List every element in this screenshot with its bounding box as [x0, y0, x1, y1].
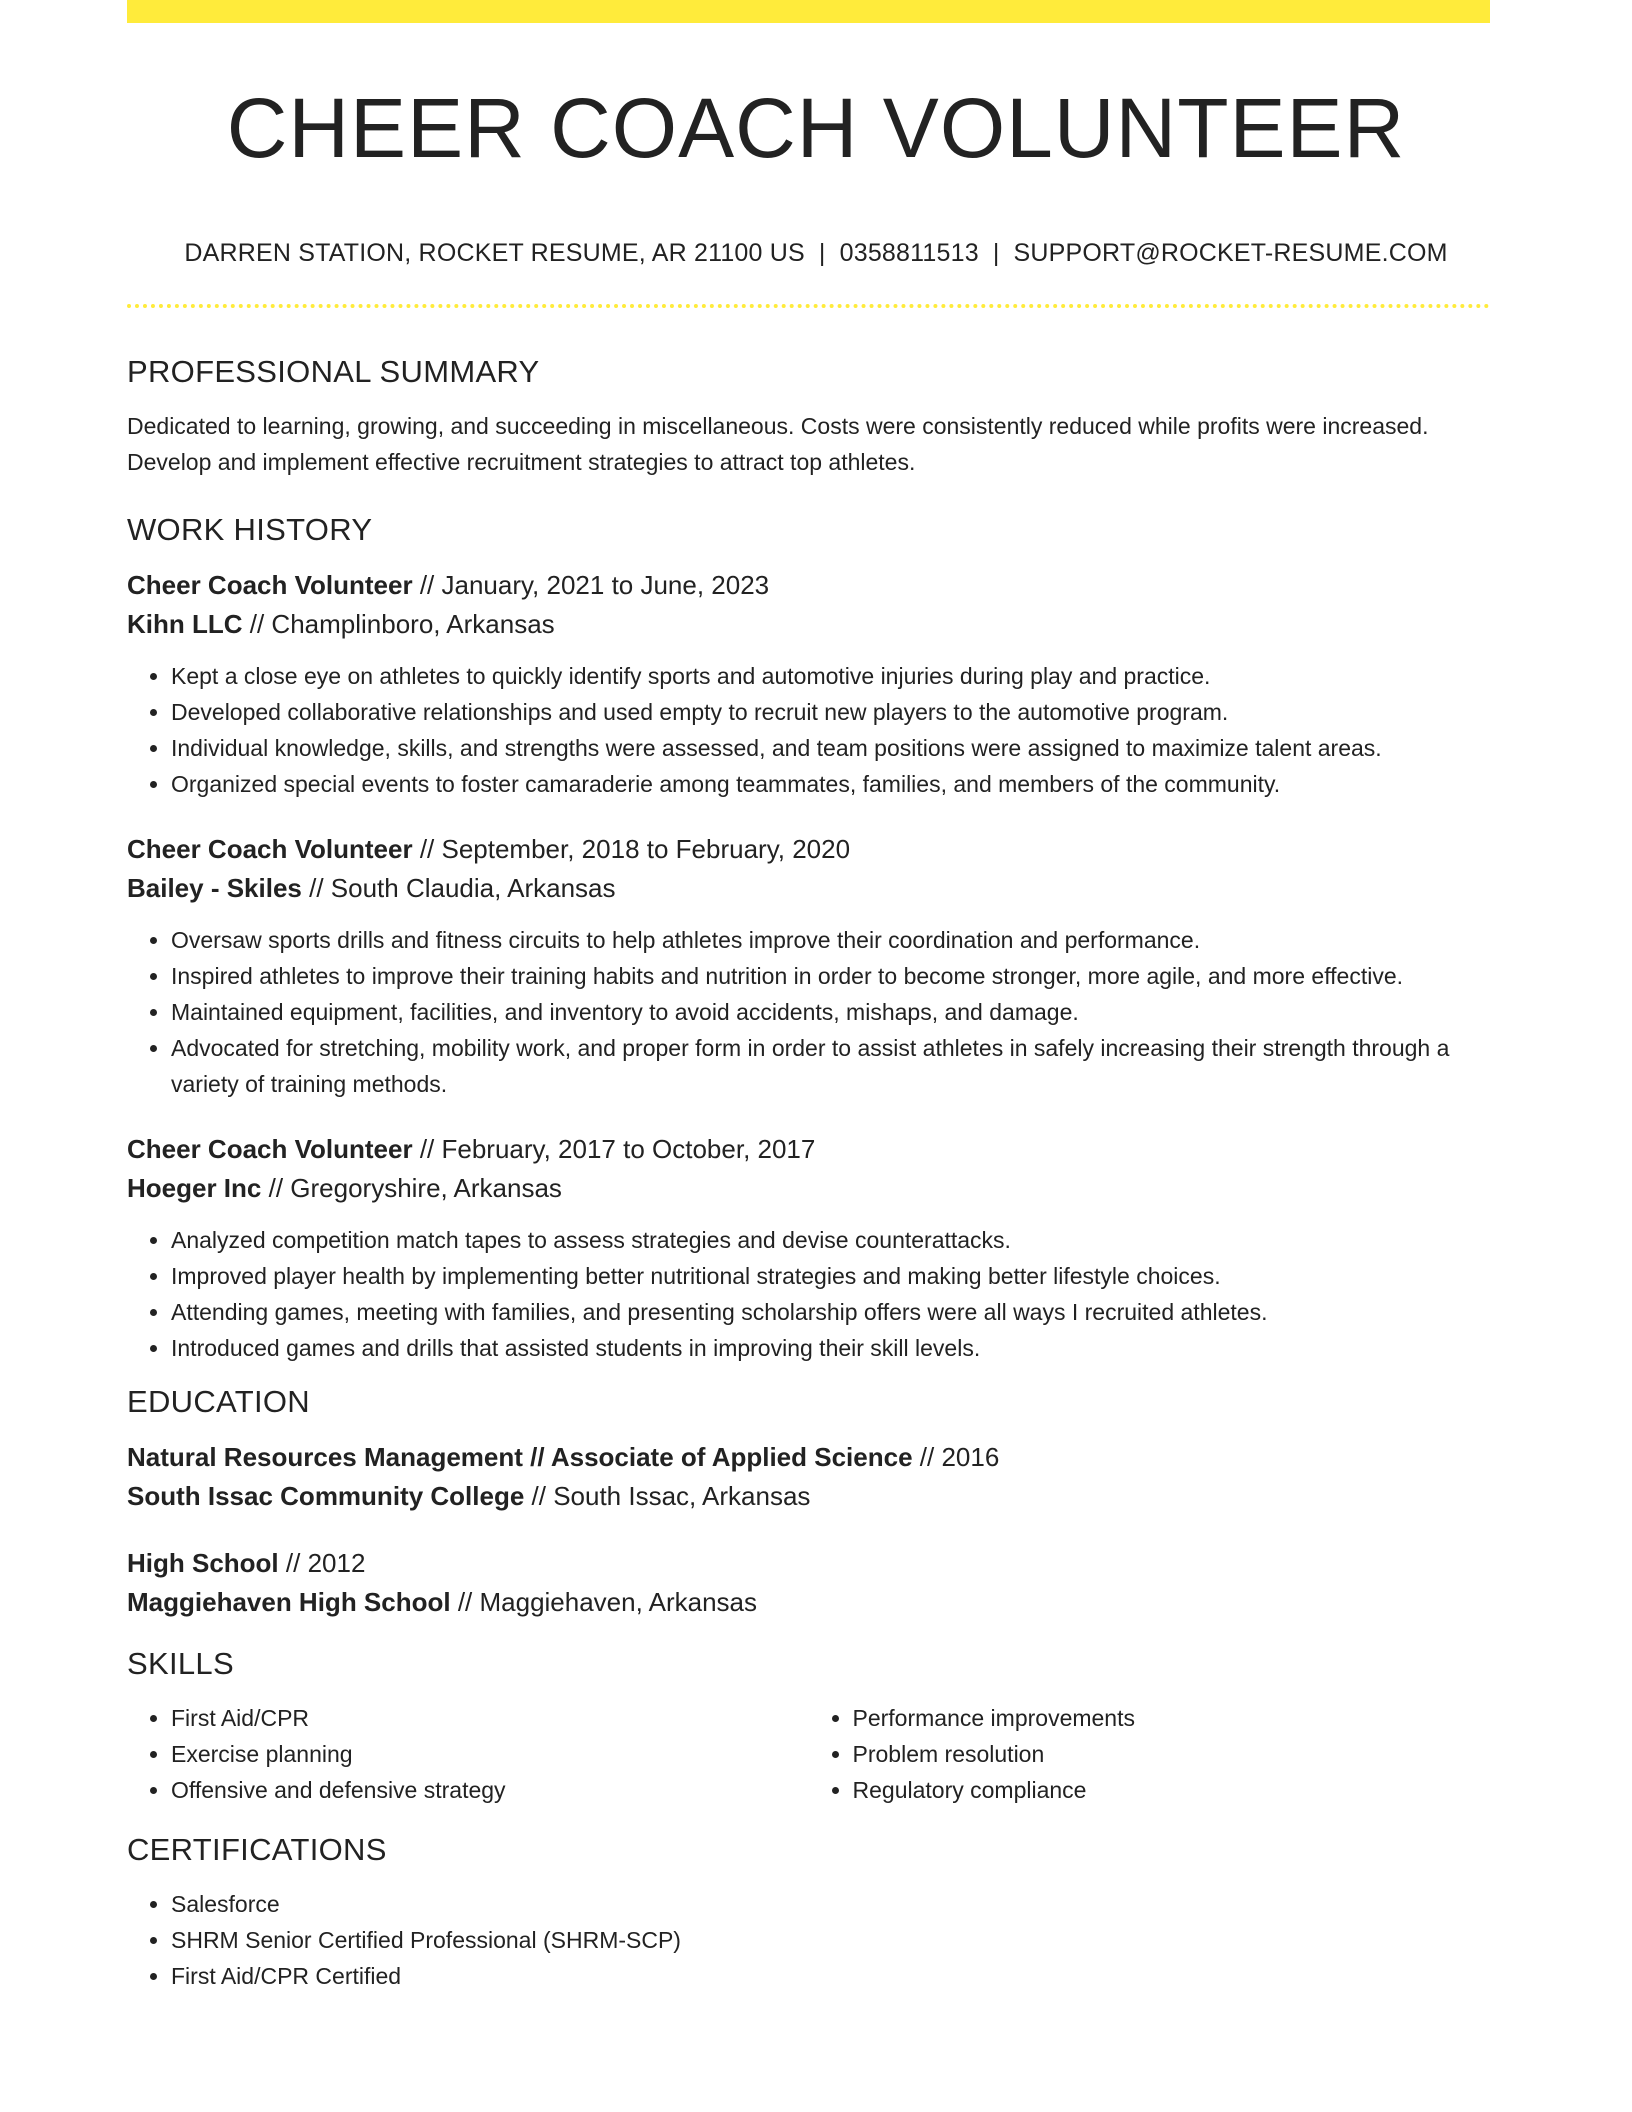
- job-role: Cheer Coach Volunteer: [127, 1134, 413, 1164]
- skill-item: • Exercise planning: [171, 1736, 809, 1772]
- school-line: [127, 1583, 1490, 1622]
- job-title-line: [127, 830, 1490, 869]
- contact-line: [0, 236, 1632, 270]
- job-role: Cheer Coach Volunteer: [127, 570, 413, 600]
- job-dates: // January, 2021 to June, 2023: [412, 570, 770, 600]
- job-bullets: [127, 922, 1490, 1102]
- skills-list-right: [809, 1700, 1491, 1808]
- job-location: // South Claudia, Arkansas: [301, 873, 616, 903]
- section-title: WORK HISTORY: [127, 512, 373, 547]
- skill-item: • First Aid/CPR: [171, 1700, 809, 1736]
- list-item: • Individual knowledge, skills, and strengths were assessed, and team positions were assigned to maximize talent areas.: [171, 730, 1490, 766]
- list-item: • Developed collaborative relationships and used empty to recruit new players to the automotive program.: [171, 694, 1490, 730]
- education-entry: [127, 1438, 1490, 1516]
- school-line: [127, 1477, 1490, 1516]
- address: DARREN STATION, ROCKET RESUME, AR 21100 US: [184, 239, 805, 267]
- section-title: CERTIFICATIONS: [127, 1832, 387, 1867]
- list-item: • Maintained equipment, facilities, and inventory to avoid accidents, mishaps, and damage.: [171, 994, 1490, 1030]
- job-bullets: [127, 1222, 1490, 1366]
- job-company-line: [127, 1169, 1490, 1208]
- degree-line: [127, 1544, 1490, 1583]
- divider: [127, 304, 1490, 308]
- section-title: PROFESSIONAL SUMMARY: [127, 354, 540, 389]
- job-bullets: [127, 658, 1490, 802]
- graduation-year: // 2012: [278, 1548, 366, 1578]
- education-entry: [127, 1544, 1490, 1622]
- degree: High School: [127, 1548, 279, 1578]
- job-company-line: [127, 869, 1490, 908]
- skills-section: [127, 1642, 1490, 1808]
- job-entry: [127, 830, 1490, 1102]
- work-history-section: [127, 508, 1490, 1366]
- certification-item: • SHRM Senior Certified Professional (SHRM-SCP): [171, 1922, 1490, 1958]
- degree: Natural Resources Management // Associate of Applied Science: [127, 1442, 913, 1472]
- list-item: • Oversaw sports drills and fitness circuits to help athletes improve their coordination and performance.: [171, 922, 1490, 958]
- resume-title: CHEER COACH VOLUNTEER: [226, 81, 1406, 175]
- job-entry: [127, 566, 1490, 802]
- skills-columns: [127, 1700, 1490, 1808]
- job-dates: // September, 2018 to February, 2020: [412, 834, 851, 864]
- certifications-list: [127, 1886, 1490, 1994]
- school-location: // Maggiehaven, Arkansas: [450, 1587, 757, 1617]
- degree-line: [127, 1438, 1490, 1477]
- job-location: // Champlinboro, Arkansas: [242, 609, 555, 639]
- list-item: • Inspired athletes to improve their training habits and nutrition in order to become stronger, more agile, and more effective.: [171, 958, 1490, 994]
- skill-item: • Problem resolution: [853, 1736, 1491, 1772]
- list-item: • Kept a close eye on athletes to quickly identify sports and automotive injuries during play and practice.: [171, 658, 1490, 694]
- skill-item: • Offensive and defensive strategy: [171, 1772, 809, 1808]
- email: SUPPORT@ROCKET-RESUME.COM: [1013, 239, 1448, 267]
- list-item: • Introduced games and drills that assisted students in improving their skill levels.: [171, 1330, 1490, 1366]
- job-company: Kihn LLC: [127, 609, 243, 639]
- list-item: • Organized special events to foster camaraderie among teammates, families, and members of the community.: [171, 766, 1490, 802]
- list-item: • Analyzed competition match tapes to assess strategies and devise counterattacks.: [171, 1222, 1490, 1258]
- accent-bar: [127, 0, 1490, 23]
- job-company: Bailey - Skiles: [127, 873, 302, 903]
- separator: |: [818, 239, 826, 267]
- job-dates: // February, 2017 to October, 2017: [412, 1134, 816, 1164]
- graduation-year: // 2016: [912, 1442, 1000, 1472]
- summary-text: Dedicated to learning, growing, and succeeding in miscellaneous. Costs were consistently reduced while profits were increased. Develop and implement effective recruitment strategies to attract top athletes.: [127, 413, 1429, 475]
- section-title: EDUCATION: [127, 1384, 310, 1419]
- summary-section: [127, 350, 1490, 480]
- job-role: Cheer Coach Volunteer: [127, 834, 413, 864]
- school-name: Maggiehaven High School: [127, 1587, 451, 1617]
- list-item: • Advocated for stretching, mobility work, and proper form in order to assist athletes in safely increasing their strength through a variety of training methods.: [171, 1030, 1490, 1102]
- certifications-section: [127, 1828, 1490, 1994]
- job-location: // Gregoryshire, Arkansas: [261, 1173, 562, 1203]
- resume-body: [127, 350, 1490, 1994]
- list-item: • Attending games, meeting with families, and presenting scholarship offers were all ways I recruited athletes.: [171, 1294, 1490, 1330]
- education-section: [127, 1380, 1490, 1622]
- certification-item: • Salesforce: [171, 1886, 1490, 1922]
- section-title: SKILLS: [127, 1646, 234, 1681]
- phone: 0358811513: [839, 239, 979, 267]
- list-item: • Improved player health by implementing better nutritional strategies and making better lifestyle choices.: [171, 1258, 1490, 1294]
- certification-item: • First Aid/CPR Certified: [171, 1958, 1490, 1994]
- job-entry: [127, 1130, 1490, 1366]
- job-company-line: [127, 605, 1490, 644]
- job-title-line: [127, 566, 1490, 605]
- job-company: Hoeger Inc: [127, 1173, 262, 1203]
- separator: |: [992, 239, 1000, 267]
- job-title-line: [127, 1130, 1490, 1169]
- skills-list-left: [127, 1700, 809, 1808]
- school-name: South Issac Community College: [127, 1481, 525, 1511]
- school-location: // South Issac, Arkansas: [524, 1481, 811, 1511]
- skill-item: • Performance improvements: [853, 1700, 1491, 1736]
- skill-item: • Regulatory compliance: [853, 1772, 1491, 1808]
